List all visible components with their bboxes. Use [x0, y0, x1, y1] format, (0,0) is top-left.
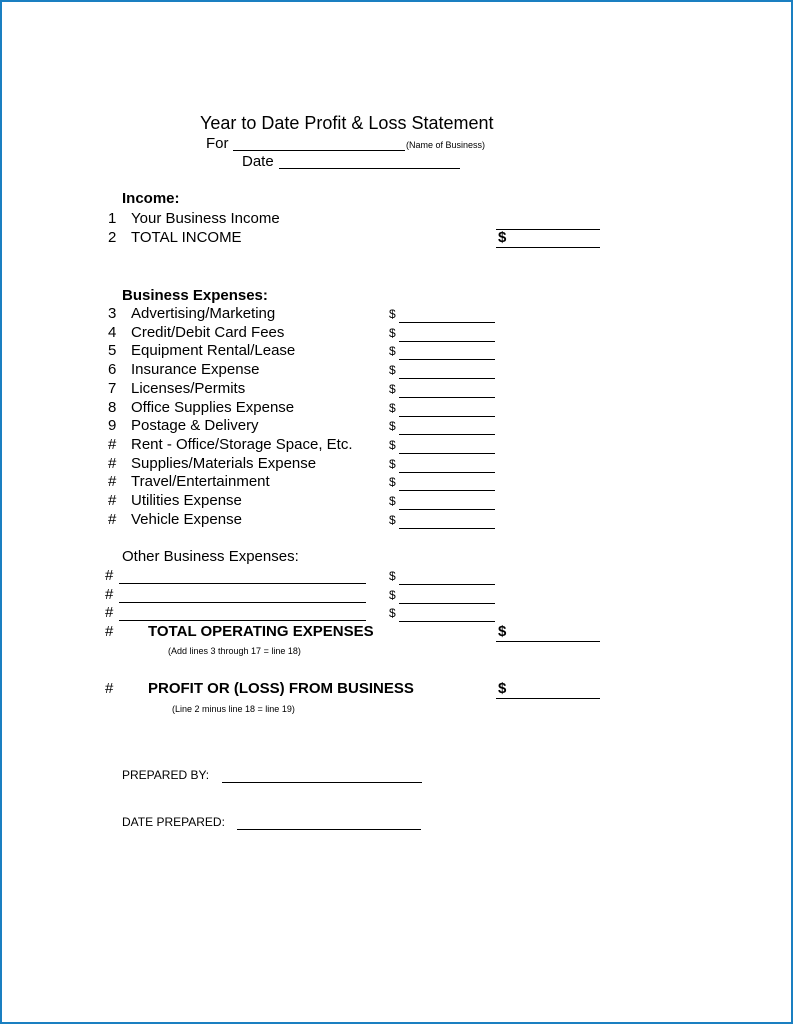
operating-total-field[interactable]	[496, 641, 600, 642]
expense-row-label: Office Supplies Expense	[131, 398, 295, 416]
expense-row-num: 9	[108, 417, 117, 435]
other-dollar-sign: $	[389, 587, 396, 602]
expense-amount-field[interactable]	[399, 378, 495, 379]
date-label: Date	[242, 153, 274, 170]
expense-row-num: #	[108, 492, 117, 509]
profit-field[interactable]	[496, 698, 600, 699]
other-expense-amount-field[interactable]	[399, 621, 495, 622]
expense-row-label: Licenses/Permits	[131, 379, 246, 397]
income-row-num: 1	[108, 210, 117, 227]
expense-amount-field[interactable]	[399, 416, 495, 417]
expense-amount-field[interactable]	[399, 509, 495, 510]
other-expense-amount-field[interactable]	[399, 584, 495, 585]
expense-dollar-sign: $	[389, 344, 396, 359]
other-expense-name-field[interactable]	[119, 620, 366, 621]
prepared-by-field[interactable]	[222, 782, 422, 783]
expense-row-num: #	[108, 454, 117, 472]
profit-label: PROFIT OR (LOSS) FROM BUSINESS	[148, 680, 414, 697]
expense-row-num: 6	[108, 361, 117, 379]
total-income-field[interactable]	[496, 247, 600, 248]
expense-row-num: #	[108, 510, 117, 528]
expense-row-num: 5	[108, 342, 117, 360]
expense-dollar-sign: $	[389, 363, 396, 378]
expense-row-label: Credit/Debit Card Fees	[131, 323, 285, 341]
business-name-hint: (Name of Business)	[406, 140, 486, 150]
expense-dollar-sign: $	[389, 475, 396, 490]
expense-dollar-sign: $	[389, 437, 396, 452]
expense-amount-field[interactable]	[399, 341, 495, 342]
income-row-label: TOTAL INCOME	[131, 229, 242, 246]
operating-total-dollar: $	[498, 623, 507, 640]
other-row-num: #	[105, 585, 114, 603]
total-income-dollar: $	[498, 229, 507, 246]
expense-amount-field[interactable]	[399, 490, 495, 491]
expense-row-label: Equipment Rental/Lease	[131, 342, 296, 360]
expense-dollar-sign: $	[389, 419, 396, 434]
expense-row-num: #	[108, 473, 117, 491]
expense-amount-field[interactable]	[399, 322, 495, 323]
expense-amount-field[interactable]	[399, 397, 495, 398]
profit-dollar: $	[498, 680, 507, 697]
prepared-by-label: PREPARED BY:	[122, 768, 210, 782]
for-label: For	[206, 135, 229, 152]
expense-row-label: Advertising/Marketing	[131, 305, 276, 322]
business-income-field[interactable]	[496, 229, 600, 230]
other-expense-amount-field[interactable]	[399, 603, 495, 604]
expense-dollar-sign: $	[389, 400, 396, 415]
expense-row-num: 4	[108, 323, 117, 341]
operating-total-note: (Add lines 3 through 17 = line 18)	[168, 646, 301, 656]
income-row-label: Your Business Income	[131, 210, 280, 227]
profit-note: (Line 2 minus line 18 = line 19)	[172, 704, 295, 714]
expense-amount-field[interactable]	[399, 434, 495, 435]
expense-row-num: 8	[108, 398, 117, 416]
date-prepared-label: DATE PREPARED:	[122, 815, 225, 829]
expense-amount-field[interactable]	[399, 528, 495, 529]
expense-dollar-sign: $	[389, 512, 396, 527]
other-dollar-sign: $	[389, 569, 396, 583]
expense-row-label: Utilities Expense	[131, 492, 242, 509]
expense-row-label: Insurance Expense	[131, 361, 260, 379]
expense-amount-field[interactable]	[399, 359, 495, 360]
date-prepared-field[interactable]	[237, 829, 421, 830]
profit-num: #	[105, 680, 114, 697]
expense-amount-field[interactable]	[399, 453, 495, 454]
expense-amount-field[interactable]	[399, 472, 495, 473]
income-heading: Income:	[122, 190, 180, 207]
operating-total-label: TOTAL OPERATING EXPENSES	[148, 623, 374, 640]
business-name-field[interactable]	[233, 150, 405, 151]
page-title: Year to Date Profit & Loss Statement	[200, 113, 494, 133]
expense-dollar-sign: $	[389, 494, 396, 508]
expense-row-label: Postage & Delivery	[131, 417, 259, 435]
expense-row-label: Rent - Office/Storage Space, Etc.	[131, 435, 353, 453]
expense-dollar-sign: $	[389, 325, 396, 340]
expense-dollar-sign: $	[389, 456, 396, 471]
operating-total-num: #	[105, 623, 114, 640]
other-expenses-heading: Other Business Expenses:	[122, 548, 299, 565]
other-dollar-sign: $	[389, 606, 396, 621]
expense-row-label: Vehicle Expense	[131, 510, 242, 528]
business-expenses-heading: Business Expenses:	[122, 287, 268, 304]
income-row-num: 2	[108, 229, 117, 246]
expense-dollar-sign: $	[389, 381, 396, 396]
expense-dollar-sign: $	[389, 307, 396, 321]
expense-row-label: Travel/Entertainment	[131, 473, 270, 491]
other-expense-name-field[interactable]	[119, 602, 366, 603]
other-expense-name-field[interactable]	[119, 583, 366, 584]
other-row-num: #	[105, 604, 114, 622]
expense-row-label: Supplies/Materials Expense	[131, 454, 317, 472]
expense-row-num: 3	[108, 305, 117, 322]
date-field[interactable]	[279, 168, 460, 169]
expense-row-num: #	[108, 435, 117, 453]
expense-row-num: 7	[108, 379, 117, 397]
other-row-num: #	[105, 567, 114, 584]
